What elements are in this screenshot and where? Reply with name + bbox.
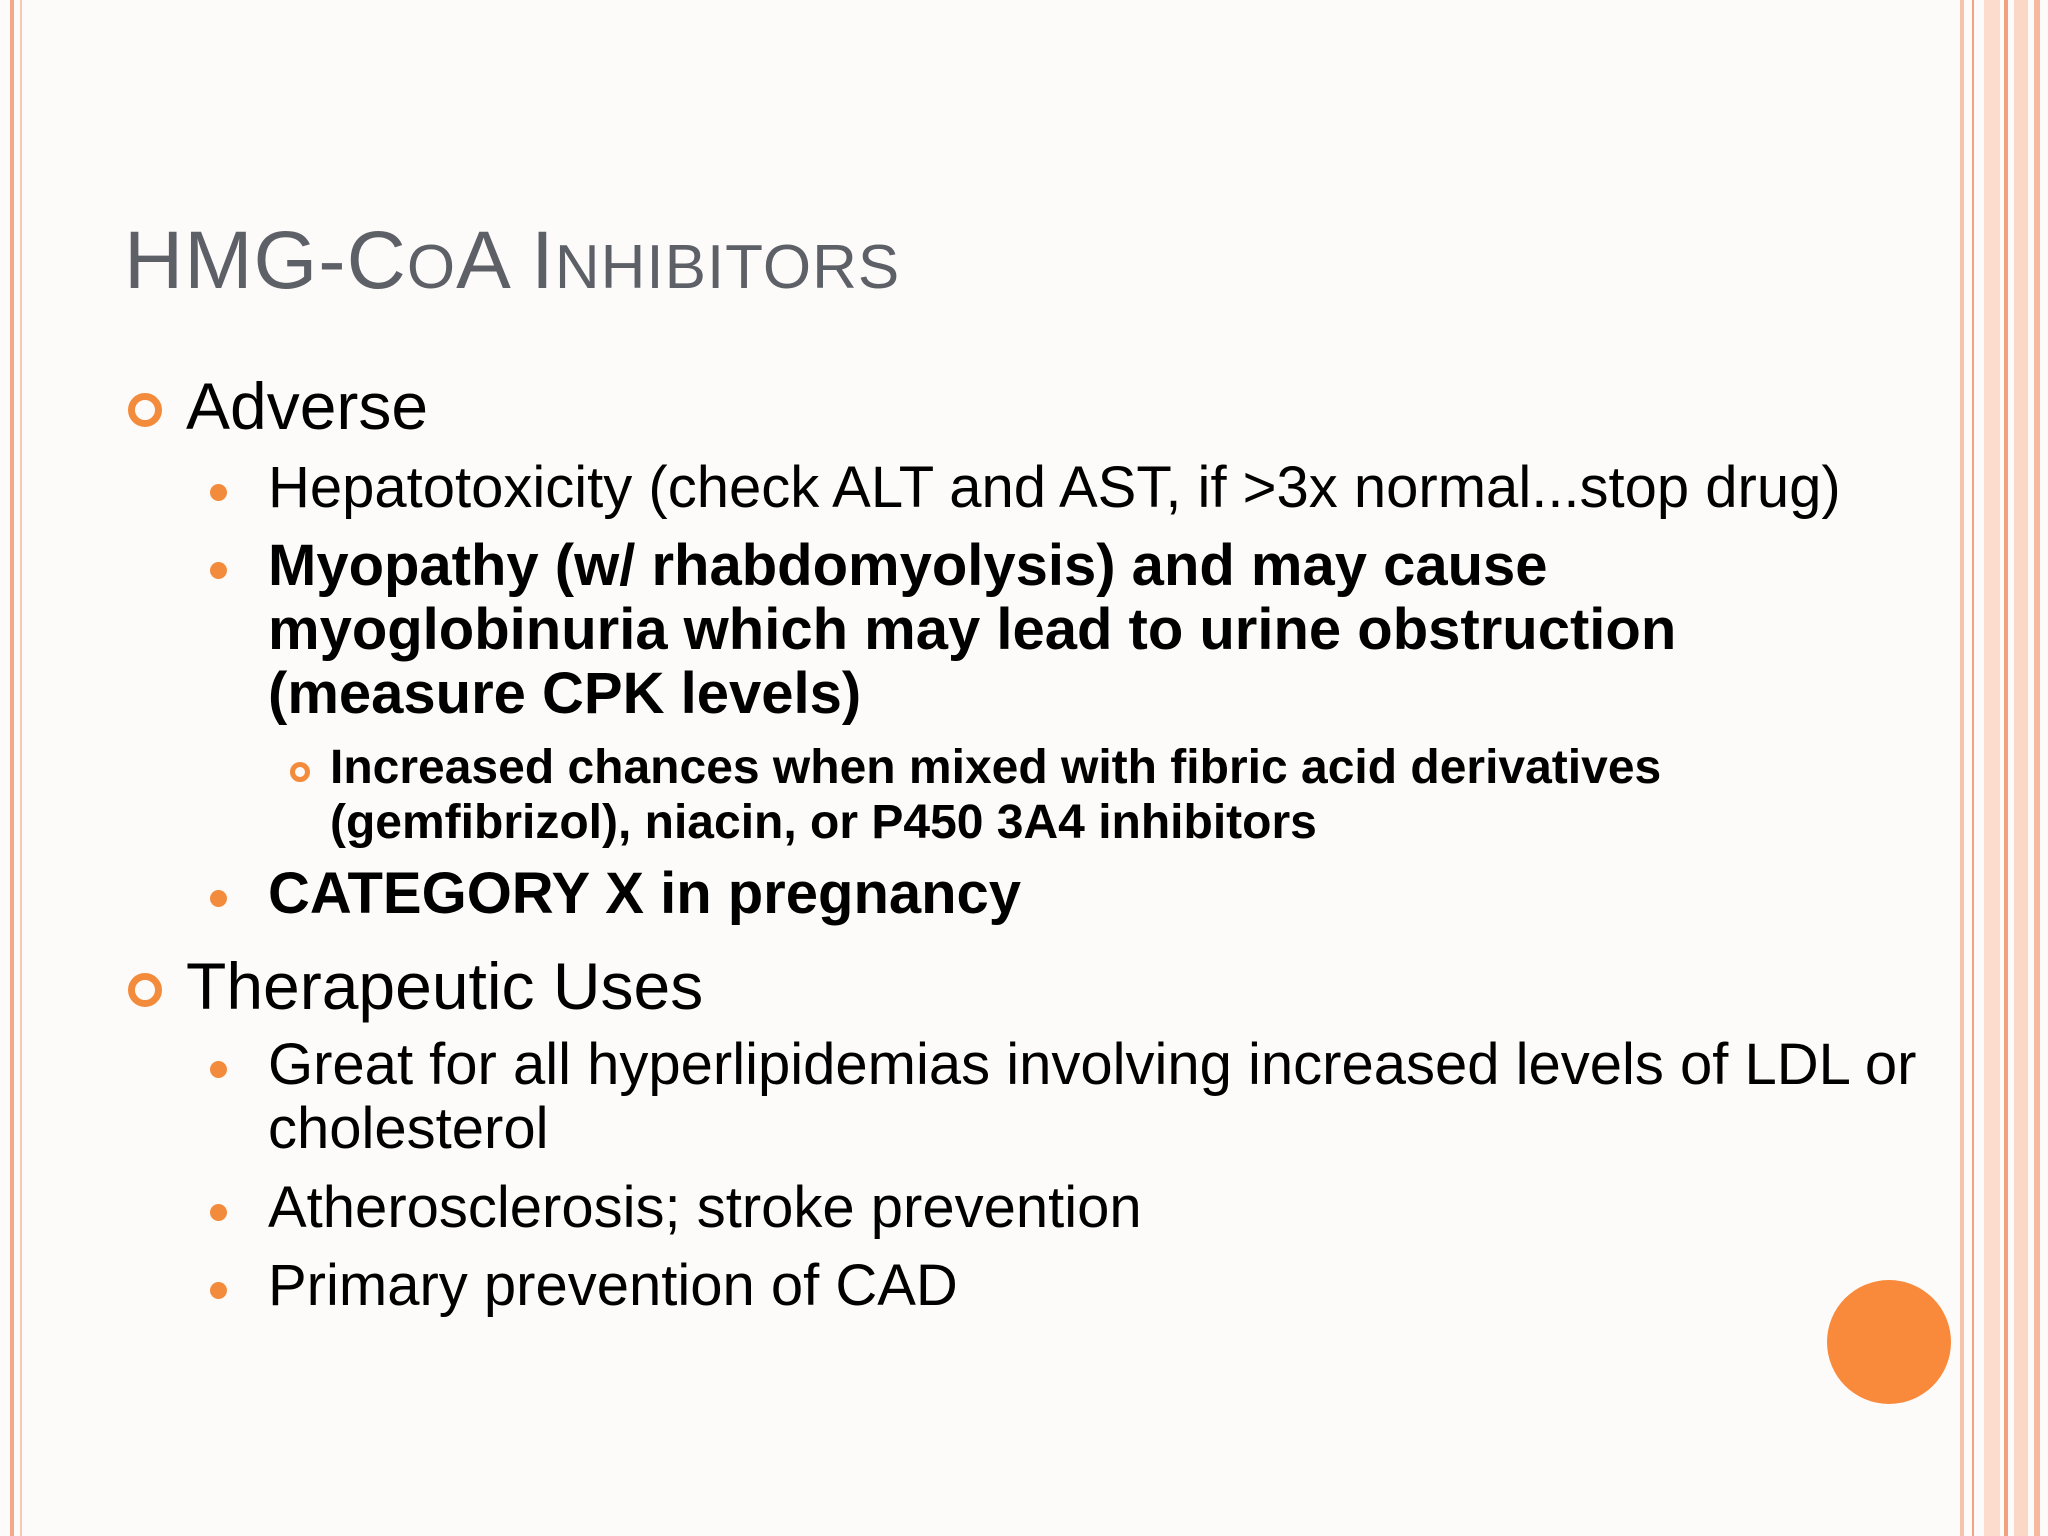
decorative-orange-circle xyxy=(1827,1280,1951,1404)
list-item: CATEGORY X in pregnancy xyxy=(268,861,1022,926)
left-border-line-inner xyxy=(20,0,22,1536)
title-part: NHIBITORS xyxy=(554,233,901,302)
level1-bullet-icon xyxy=(128,393,162,427)
list-item: Hepatotoxicity (check ALT and AST, if >3x normal...stop drug) xyxy=(268,455,1841,520)
section-heading-therapeutic-uses: Therapeutic Uses xyxy=(186,949,704,1023)
section-heading-adverse: Adverse xyxy=(186,369,429,443)
left-border-line xyxy=(10,0,14,1536)
right-border-band xyxy=(1984,0,2000,1536)
level2-bullet-icon xyxy=(210,1282,227,1299)
list-item: Primary prevention of CAD xyxy=(268,1253,958,1318)
level3-bullet-icon xyxy=(290,762,310,782)
right-border-band xyxy=(1960,0,1964,1536)
list-item: Myopathy (w/ rhabdomyolysis) and may cause myoglobinuria which may lead to urine obstruction (measure CPK levels) xyxy=(268,533,1677,726)
title-part: HMG-C xyxy=(124,215,407,306)
level2-bullet-icon xyxy=(210,1204,227,1221)
list-item: Great for all hyperlipidemias involving increased levels of LDL or cholesterol xyxy=(268,1032,1917,1161)
level2-bullet-icon xyxy=(210,484,227,501)
level1-bullet-icon xyxy=(128,973,162,1007)
level2-bullet-icon xyxy=(210,1061,227,1078)
level2-bullet-icon xyxy=(210,562,227,579)
title-part: O xyxy=(406,233,457,302)
list-item: Atherosclerosis; stroke prevention xyxy=(268,1175,1142,1240)
list-item: Increased chances when mixed with fibric acid derivatives (gemfibrizol), niacin, or P450 3A4 inhibitors xyxy=(330,741,1662,849)
right-border-band xyxy=(1972,0,1974,1536)
right-border-band xyxy=(2014,0,2028,1536)
right-border-band xyxy=(2004,0,2008,1536)
right-border-band xyxy=(2034,0,2040,1536)
title-part: A I xyxy=(456,215,555,306)
slide-title xyxy=(124,214,900,308)
level2-bullet-icon xyxy=(210,890,227,907)
